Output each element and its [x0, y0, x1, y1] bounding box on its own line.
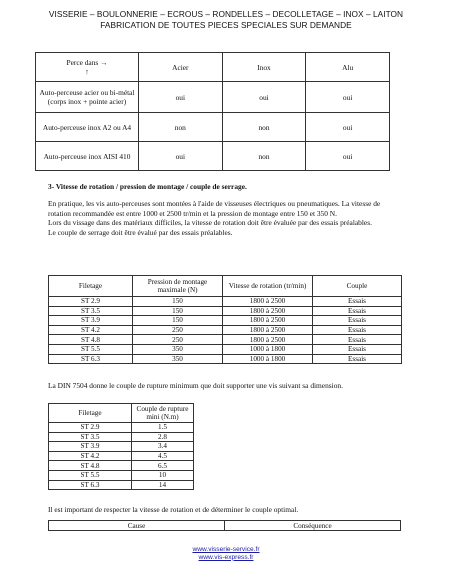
table-cell: 1800 à 2500: [223, 325, 313, 335]
table-cell: Essais: [313, 344, 402, 354]
table-cell: 250: [133, 335, 223, 345]
table-cell: non: [139, 113, 223, 142]
column-header: Acier: [139, 53, 223, 82]
header-line-1: VISSERIE – BOULONNERIE – ECROUS – RONDELLES – DECOLLETAGE – INOX – LAITON: [48, 9, 404, 19]
table-cell: 10: [132, 470, 194, 480]
table-cell: ST 2.9: [49, 423, 132, 433]
corner-line-2: ↑: [85, 67, 89, 76]
table-row: [49, 480, 194, 490]
table-cell: 150: [133, 306, 223, 316]
row-label: Auto-perceuse acier ou bi-métal (corps inox + pointe acier): [36, 82, 139, 113]
footer-link-visserie-service[interactable]: www.visserie-service.fr: [192, 546, 260, 553]
table-cell: 1000 à 1800: [223, 354, 313, 364]
table-cell: Essais: [313, 325, 402, 335]
table-row: [36, 82, 390, 113]
row-label: Auto-perceuse inox A2 ou A4: [36, 113, 139, 142]
table-row: [49, 354, 402, 364]
table-cell: Essais: [313, 316, 402, 326]
table-cell: 3.4: [132, 442, 194, 452]
table-cell: 1000 à 1800: [223, 344, 313, 354]
column-header: Filetage: [49, 404, 132, 423]
table-cell: oui: [306, 142, 390, 171]
table-cell: ST 6.3: [49, 354, 133, 364]
din-paragraph: La DIN 7504 donne le couple de rupture minimum que doit supporter une vis suivant sa dimension.: [48, 381, 343, 390]
table-cell: ST 6.3: [49, 480, 132, 490]
table-cell: Essais: [313, 354, 402, 364]
section-title: 3- Vitesse de rotation / pression de montage / couple de serrage.: [48, 182, 247, 191]
table-cell: oui: [306, 113, 390, 142]
table-cell: 2.8: [132, 432, 194, 442]
table-cell: 6.5: [132, 461, 194, 471]
table-cell: 350: [133, 344, 223, 354]
table-cell: Essais: [313, 297, 402, 307]
table-row: [49, 335, 402, 345]
table-row: [49, 297, 402, 307]
column-header: Inox: [222, 53, 306, 82]
column-header: Filetage: [49, 276, 133, 297]
table-cell: Essais: [313, 306, 402, 316]
column-header: Couple: [313, 276, 402, 297]
table-cell: ST 5.5: [49, 344, 133, 354]
page-header: [0, 9, 452, 30]
table-row: [49, 423, 194, 433]
table-cell: oui: [139, 142, 223, 171]
table-cell: oui: [222, 82, 306, 113]
table-header-row: [49, 404, 194, 423]
table-cell: ST 4.2: [49, 325, 133, 335]
table-cell: 1800 à 2500: [223, 306, 313, 316]
rotation-speed-table: [48, 275, 402, 364]
row-label: Auto-perceuse inox AISI 410: [36, 142, 139, 171]
table-cell: oui: [139, 82, 223, 113]
table-cell: ST 3.9: [49, 442, 132, 452]
table-cell: 250: [133, 325, 223, 335]
table-cell: non: [222, 113, 306, 142]
table-cell: 1800 à 2500: [223, 335, 313, 345]
paragraph: Lors du vissage dans des matériaux difficiles, la vitesse de rotation doit être évaluée par des essais préalables.: [48, 218, 372, 227]
table-row: [49, 316, 402, 326]
table-cell: 1800 à 2500: [223, 297, 313, 307]
table-cell: Essais: [313, 335, 402, 345]
table-cell: ST 4.8: [49, 461, 132, 471]
table-header-row: [49, 521, 401, 531]
column-header: Alu: [306, 53, 390, 82]
table-cell: ST 4.8: [49, 335, 133, 345]
table-header-row: [36, 53, 390, 82]
table-row: [49, 451, 194, 461]
paragraph: Le couple de serrage doit être évalué par des essais préalables.: [48, 227, 233, 237]
column-header: Couple de rupture mini (N.m): [132, 404, 194, 423]
column-header: Cause: [49, 521, 225, 531]
table-row: [49, 470, 194, 480]
corner-line-1: Perce dans →: [66, 58, 108, 67]
important-paragraph: Il est important de respecter la vitesse de rotation et de déterminer le couple optimal.: [48, 505, 299, 514]
table-header-row: [49, 276, 402, 297]
table-row: [49, 306, 402, 316]
table-cell: 150: [133, 316, 223, 326]
table-cell: ST 2.9: [49, 297, 133, 307]
table-cell: 350: [133, 354, 223, 364]
table-cell: ST 3.5: [49, 306, 133, 316]
table-cell: ST 3.9: [49, 316, 133, 326]
corner-cell: [36, 53, 139, 82]
table-row: [49, 344, 402, 354]
table-cell: 1800 à 2500: [223, 316, 313, 326]
section-body: [48, 199, 400, 237]
column-header: Conséquence: [225, 521, 401, 531]
paragraph: En pratique, les vis auto-perceuses sont montées à l'aide de visseuses électriques ou pneumatiques. La vitesse de rotation recommandée est entre 1000 et 2500 tr/min et la pression de montage entre 150 et 350 N.: [48, 199, 381, 218]
header-line-2: FABRICATION DE TOUTES PIECES SPECIALES SUR DEMANDE: [100, 19, 352, 30]
table-row: [36, 142, 390, 171]
breaking-torque-table: [48, 403, 194, 490]
column-header: Vitesse de rotation (tr/min): [223, 276, 313, 297]
table-row: [49, 442, 194, 452]
column-header: Pression de montage maximale (N): [133, 276, 223, 297]
table-cell: oui: [306, 82, 390, 113]
table-cell: 150: [133, 297, 223, 307]
table-cell: 1.5: [132, 423, 194, 433]
page-footer: [0, 546, 452, 562]
table-cell: ST 5.5: [49, 470, 132, 480]
table-cell: non: [222, 142, 306, 171]
material-compatibility-table: [35, 52, 390, 171]
table-cell: ST 4.2: [49, 451, 132, 461]
table-cell: 4.5: [132, 451, 194, 461]
table-row: [49, 461, 194, 471]
cause-consequence-table: [48, 520, 401, 531]
table-cell: ST 3.5: [49, 432, 132, 442]
table-row: [36, 113, 390, 142]
table-cell: 14: [132, 480, 194, 490]
footer-link-vis-express[interactable]: www.vis-express.fr: [198, 553, 254, 561]
table-row: [49, 432, 194, 442]
table-row: [49, 325, 402, 335]
